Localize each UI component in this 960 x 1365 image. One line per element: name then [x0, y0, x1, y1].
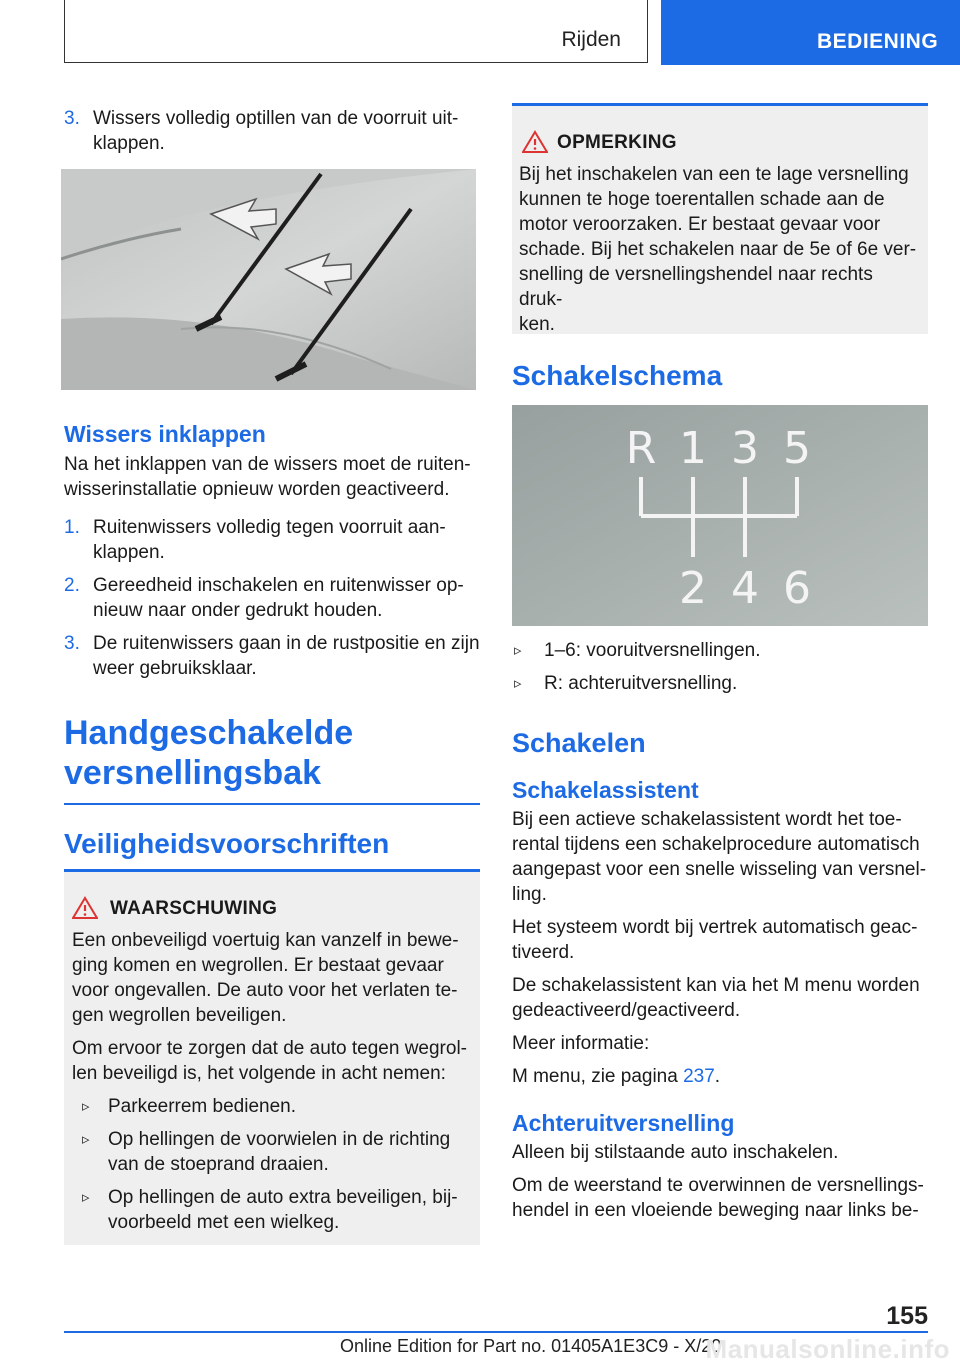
heading-rule [64, 803, 480, 805]
list-item: ▹ Op hellingen de voorwielen in de richting van de stoeprand draaien. [82, 1129, 451, 1175]
gear-label-3: 3 [731, 423, 759, 474]
heading-handgeschakelde: Handgeschakelde versnellingsbak [64, 714, 354, 792]
gear-label-1: 1 [679, 423, 707, 474]
paragraph: Alleen bij stilstaande auto inschakelen. [512, 1142, 839, 1163]
footer-edition: Online Edition for Part no. 01405A1E3C9 - X/20 [340, 1336, 722, 1356]
steps-list [64, 515, 480, 681]
paragraph: De schakelassistent kan via het M menu worden gedeactiveerd/geactiveerd. [512, 975, 920, 1021]
paragraph: Bij een actieve schakelassistent wordt het toe- rental tijdens een schakelprocedure automatisch aangepast voor een snelle wisseling van versnel- ling. [512, 809, 927, 905]
heading-schakelschema: Schakelschema [512, 360, 723, 391]
list-item: ▹ 1–6: vooruitversnellingen. [514, 640, 761, 661]
footer-rule [64, 1331, 928, 1333]
paragraph: Het systeem wordt bij vertrek automatisch geac- tiveerd. [512, 917, 918, 963]
page-number: 155 [886, 1302, 928, 1330]
step-item: 1. Ruitenwissers volledig tegen voorruit aan- klappen. [64, 517, 446, 563]
warning-title: WAARSCHUWING [110, 898, 278, 919]
heading-wissers-inklappen: Wissers inklappen [64, 421, 266, 447]
warning-icon [522, 130, 548, 159]
paragraph: Meer informatie: [512, 1033, 650, 1054]
heading-achteruitversnelling: Achteruitversnelling [512, 1110, 735, 1136]
heading-veiligheid: Veiligheidsvoorschriften [64, 828, 390, 859]
gear-label-6: 6 [783, 563, 811, 614]
footer-watermark: Manualsonline.info [705, 1334, 950, 1364]
section-title: Rijden [561, 28, 621, 51]
warning-paragraph: Om ervoor te zorgen dat de auto tegen wegrol- len beveiligd is, het volgende in acht nemen: [72, 1038, 468, 1084]
list-item: ▹ Op hellingen de auto extra beveiligen, bij- voorbeeld met een wielkeg. [82, 1187, 458, 1233]
list-item: ▹ R: achteruitversnelling. [514, 673, 738, 694]
gear-label-r: R [625, 423, 657, 474]
list-item: ▹ Parkeerrem bedienen. [82, 1096, 296, 1117]
warning-bullets [72, 1094, 472, 1235]
page-link[interactable]: 237 [683, 1066, 715, 1087]
warning-icon [72, 896, 98, 925]
step-item: 2. Gereedheid inschakelen en ruitenwisser op- nieuw naar onder gedrukt houden. [64, 575, 464, 621]
left-column [64, 106, 480, 156]
wiper-illustration [61, 169, 476, 390]
note-paragraph: Bij het inschakelen van een te lage versnelling kunnen te hoge toerentallen schade aan de motor veroorzaken. Er bestaat gevaar voor schade. Bij het schakelen naar de 5e of 6e ver- snelling de versnellingshendel naar rechts druk- ken. [519, 164, 917, 335]
step-item: 3. Wissers volledig optillen van de voorruit uit- klappen. [64, 108, 459, 154]
step-item: 3. De ruitenwissers gaan in de rustpositie en zijn weer gebruiksklaar. [64, 633, 480, 679]
paragraph: Om de weerstand te overwinnen de versnellings- hendel in een vloeiende beweging naar links be- [512, 1175, 924, 1221]
note-title: OPMERKING [557, 132, 677, 153]
heading-schakelassistent: Schakelassistent [512, 777, 699, 803]
chapter-tab[interactable]: BEDIENING [661, 0, 960, 65]
warning-paragraph: Een onbeveiligd voertuig kan vanzelf in bewe- ging komen en wegrollen. Er bestaat gevaar voor ongevallen. De auto voor het verlaten te- gen wegrollen beveiligen. [72, 930, 459, 1026]
gear-label-2: 2 [679, 563, 707, 614]
gear-label-4: 4 [731, 563, 759, 614]
note-header [519, 132, 921, 154]
note-box [512, 103, 928, 334]
right-column-body [512, 638, 928, 1223]
left-column-body [64, 420, 480, 861]
header-frame [64, 0, 648, 63]
gear-diagram [512, 405, 928, 626]
warning-box [64, 869, 480, 1245]
warning-header [72, 898, 472, 920]
heading-schakelen: Schakelen [512, 728, 646, 758]
paragraph-with-link: M menu, zie pagina 237. [512, 1066, 721, 1087]
gear-label-5: 5 [783, 423, 811, 474]
intro-paragraph: Na het inklappen van de wissers moet de ruiten- wisserinstallatie opnieuw worden geactiveerd. [64, 454, 471, 500]
